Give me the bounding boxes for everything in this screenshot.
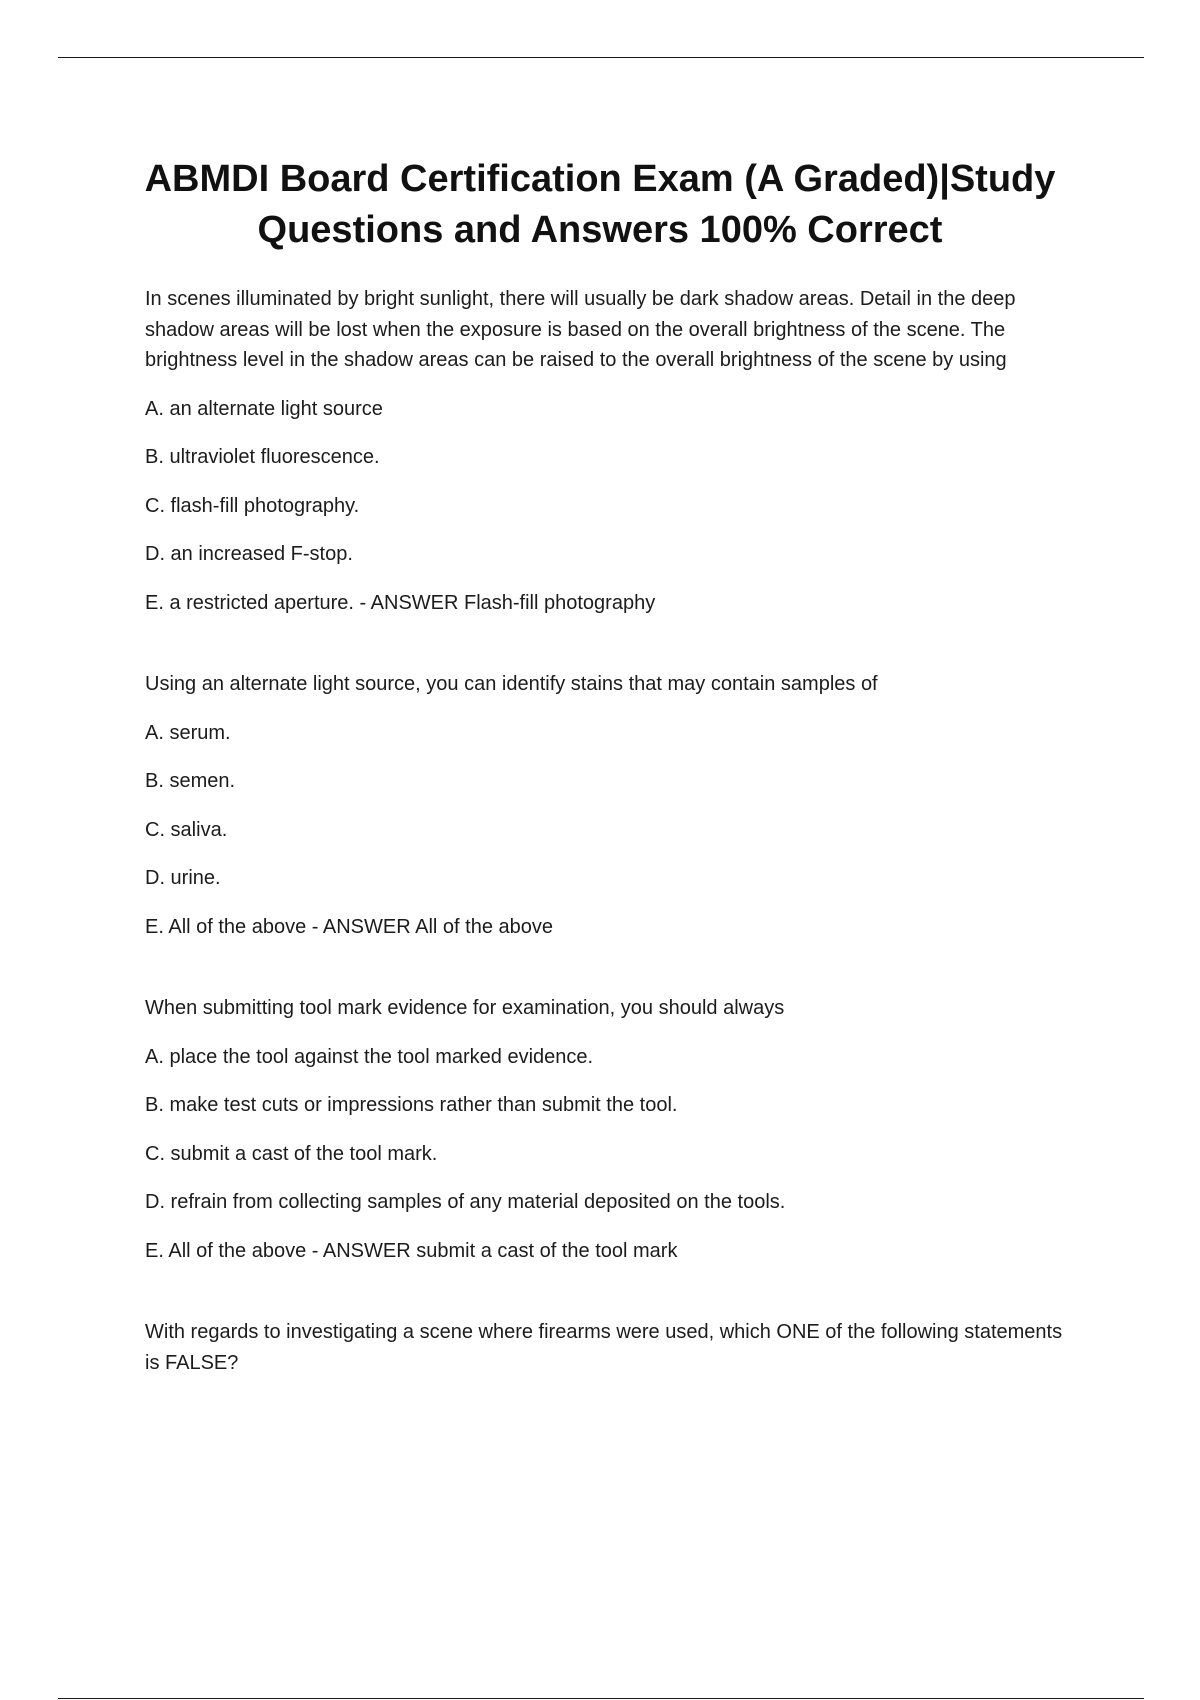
option-b: B. semen. [145, 770, 236, 792]
question-list [145, 284, 1075, 1429]
option-d: D. an increased F-stop. [145, 543, 353, 565]
option-d: D. urine. [145, 867, 221, 889]
option-e-with-answer: E. a restricted aperture. - ANSWER Flash-fill photography [145, 591, 656, 614]
question-4 [145, 1317, 1075, 1378]
question-text: With regards to investigating a scene where firearms were used, which ONE of the following statements is FALSE? [145, 1321, 1063, 1374]
option-b: B. ultraviolet fluorescence. [145, 446, 380, 468]
option-a: A. place the tool against the tool marked evidence. [145, 1045, 594, 1068]
question-text: In scenes illuminated by bright sunlight, there will usually be dark shadow areas. Detail in the deep shadow areas will be lost when the exposure is based on the overall brightness of the scene. The brightness level in the shadow areas can be raised to the overall brightness of the scene by using [145, 288, 1016, 371]
question-3 [145, 993, 1075, 1266]
header-rule [58, 57, 1144, 58]
option-e-with-answer: E. All of the above - ANSWER All of the above [145, 915, 553, 938]
footer-rule [58, 1698, 1144, 1699]
option-a: A. an alternate light source [145, 397, 383, 420]
option-a: A. serum. [145, 721, 231, 744]
option-e-with-answer: E. All of the above - ANSWER submit a cast of the tool mark [145, 1239, 678, 1262]
question-1 [145, 284, 1075, 618]
option-c: C. submit a cast of the tool mark. [145, 1142, 438, 1165]
option-b: B. make test cuts or impressions rather than submit the tool. [145, 1094, 678, 1116]
option-d: D. refrain from collecting samples of any material deposited on the tools. [145, 1191, 786, 1213]
document-title: ABMDI Board Certification Exam (A Graded)|Study Questions and Answers 100% Correct [144, 158, 1056, 251]
question-text: Using an alternate light source, you can identify stains that may contain samples of [145, 673, 878, 695]
option-c: C. flash-fill photography. [145, 494, 360, 517]
question-2 [145, 669, 1075, 942]
option-c: C. saliva. [145, 818, 228, 841]
question-text: When submitting tool mark evidence for examination, you should always [145, 997, 785, 1019]
